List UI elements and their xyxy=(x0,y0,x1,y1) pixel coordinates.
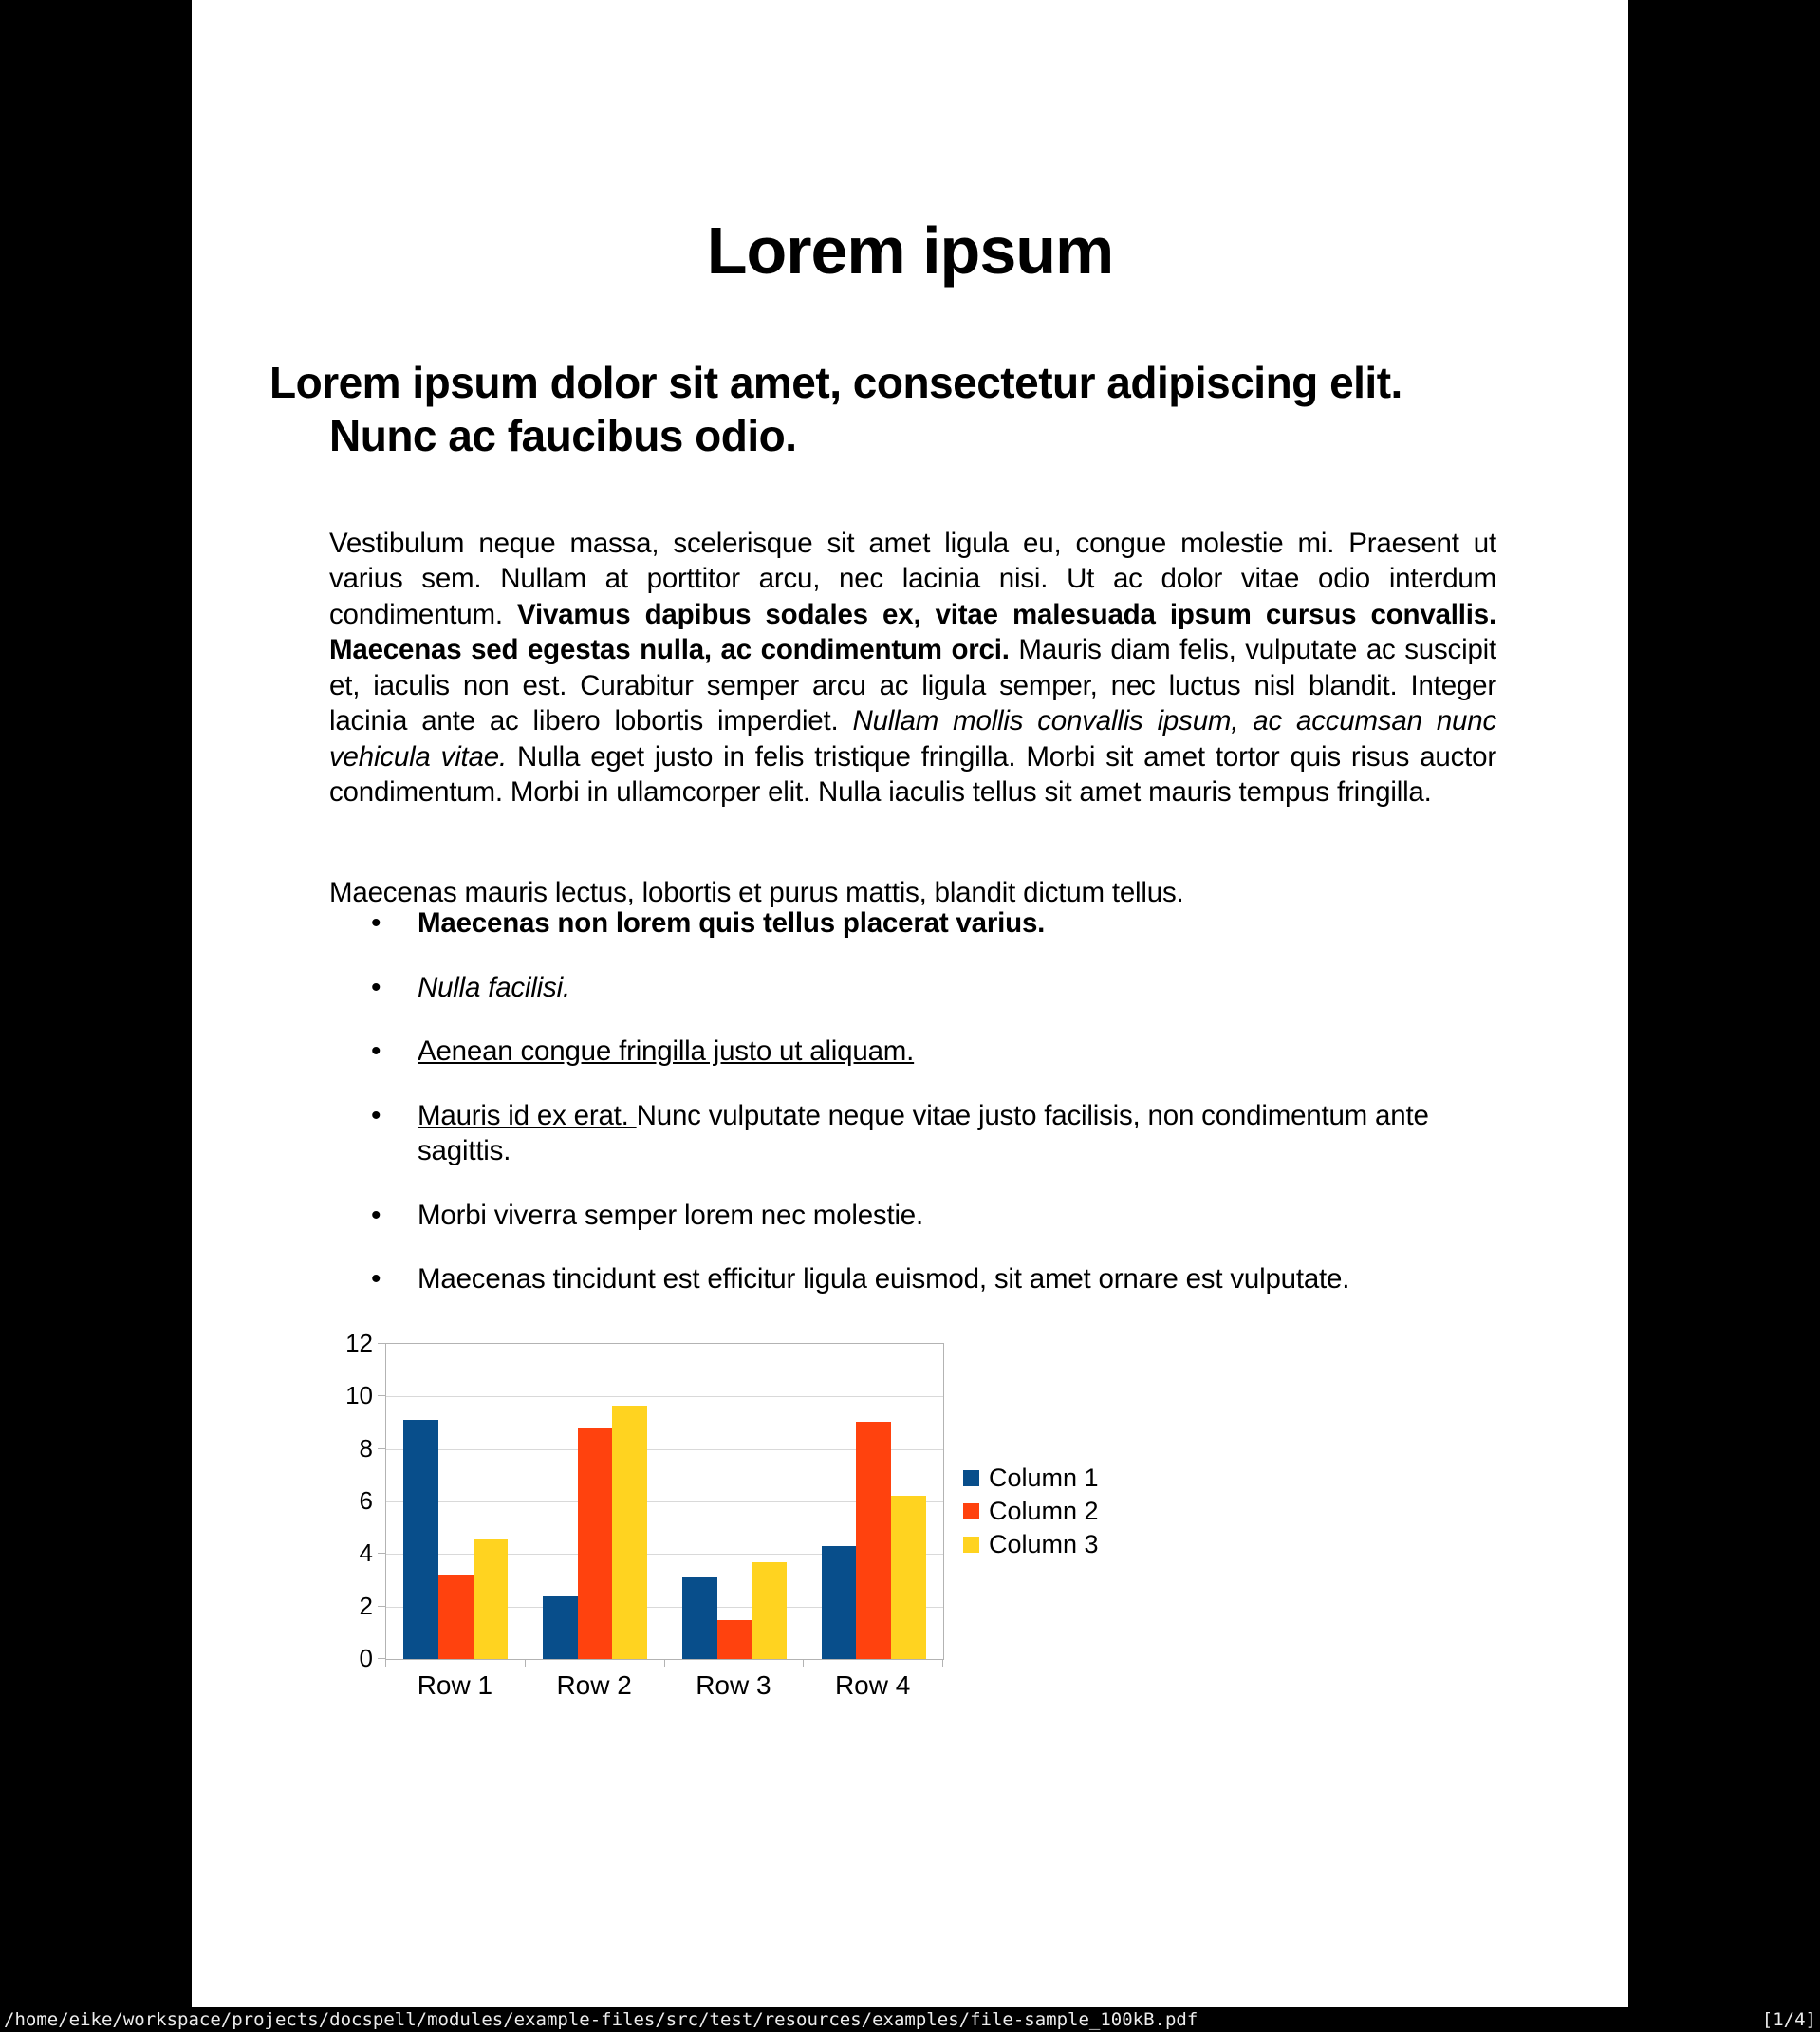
list-item-text: Maecenas tincidunt est efficitur ligula euismod, sit amet ornare est vulputate. xyxy=(418,1263,1350,1295)
x-tick-mark xyxy=(664,1659,665,1667)
chart-y-axis xyxy=(327,1329,373,1672)
chart-bar xyxy=(752,1562,787,1659)
legend-label: Column 3 xyxy=(989,1530,1099,1558)
bullet-icon: • xyxy=(371,1099,381,1131)
legend-label: Column 1 xyxy=(989,1463,1099,1492)
document-title: Lorem ipsum xyxy=(706,213,1114,288)
y-tick-label: 0 xyxy=(359,1644,373,1672)
legend-swatch-icon xyxy=(963,1503,979,1519)
pdf-page[interactable] xyxy=(192,0,1628,2007)
legend-entry xyxy=(963,1528,1099,1561)
list-item xyxy=(329,1098,1496,1169)
y-tick-label: 12 xyxy=(345,1329,373,1357)
x-tick-label: Row 4 xyxy=(834,1670,911,1700)
chart-bar xyxy=(474,1539,509,1659)
y-tick-mark xyxy=(378,1553,385,1554)
x-tick-mark xyxy=(525,1659,526,1667)
body-paragraph-1: Vestibulum neque massa, scelerisque sit amet ligula eu, congue molestie mi. Praesent ut varius sem. Nullam at porttitor arcu, nec lacinia nisi. Ut ac dolor vitae odio interdum condimentum. Vivamus dapibus sodales ex, vitae malesuada ipsum cursus convallis. Maecenas sed egestas nulla, ac condimentum orci. Mauris diam felis, vulputate ac suscipit et, iaculis non est. Curabitur semper arcu ac ligula semper, nec luctus nisl blandit. Integer lacinia ante ac libero lobortis imperdiet. Nullam mollis convallis ipsum, ac accumsan nunc vehicula vitae. Nulla eget justo in felis tristique fringilla. Morbi sit amet tortor quis risus auctor condimentum. Morbi in ullamcorper elit. Nulla iaculis tellus sit amet mauris tempus fringilla. xyxy=(329,527,1497,808)
y-tick-label: 4 xyxy=(359,1538,373,1568)
gridline xyxy=(386,1396,943,1397)
chart-legend xyxy=(963,1462,1099,1561)
list-item-text: Mauris id ex erat. Nunc vulputate neque vitae justo facilisis, non condimentum ante sagittis. xyxy=(418,1099,1429,1166)
bullet-icon: • xyxy=(371,971,381,1003)
x-tick-mark xyxy=(942,1659,943,1667)
list-item-text: Maecenas non lorem quis tellus placerat varius. xyxy=(418,907,1046,939)
chart-bar xyxy=(856,1422,891,1659)
x-tick-mark xyxy=(385,1659,386,1667)
y-tick-label: 8 xyxy=(359,1433,373,1463)
x-tick-label: Row 2 xyxy=(556,1670,632,1700)
chart-x-axis xyxy=(385,1672,942,1705)
x-tick-label: Row 1 xyxy=(417,1670,493,1700)
list-item xyxy=(329,1034,1496,1070)
bullet-icon: • xyxy=(371,1035,381,1067)
y-tick-mark xyxy=(378,1448,385,1449)
bullet-icon: • xyxy=(371,1199,381,1231)
bullet-icon: • xyxy=(371,1263,381,1295)
list-item xyxy=(329,905,1496,941)
list-item xyxy=(329,1198,1496,1234)
legend-entry xyxy=(963,1462,1099,1495)
list-item-text: Nulla facilisi. xyxy=(418,971,570,1003)
chart-bar xyxy=(578,1428,613,1659)
y-tick-label: 2 xyxy=(359,1591,373,1620)
bar-chart xyxy=(327,1329,1115,1708)
chart-bar xyxy=(438,1575,474,1659)
y-tick-mark xyxy=(378,1658,385,1659)
legend-swatch-icon xyxy=(963,1537,979,1553)
chart-bar xyxy=(403,1420,438,1659)
chart-bar xyxy=(822,1546,857,1659)
chart-plot-area xyxy=(385,1343,944,1660)
y-tick-mark xyxy=(378,1395,385,1396)
chart-bar xyxy=(891,1496,926,1659)
chart-bar xyxy=(543,1596,578,1659)
list-item-text: Aenean congue fringilla justo ut aliquam. xyxy=(418,1035,915,1067)
x-tick-mark xyxy=(803,1659,804,1667)
list-item-text: Morbi viverra semper lorem nec molestie. xyxy=(418,1199,923,1231)
bullet-list xyxy=(329,905,1496,1326)
statusbar-file-path: /home/eike/workspace/projects/docspell/modules/example-files/src/test/resources/examples/file-sample_100kB.pdf xyxy=(4,2009,1198,2030)
bullet-icon: • xyxy=(371,907,381,939)
chart-bar xyxy=(717,1620,752,1660)
list-item xyxy=(329,970,1496,1006)
y-tick-label: 10 xyxy=(345,1381,373,1410)
y-tick-label: 6 xyxy=(359,1486,373,1515)
chart-bar xyxy=(612,1406,647,1659)
body-paragraph-2: Maecenas mauris lectus, lobortis et purus mattis, blandit dictum tellus. xyxy=(329,876,1184,908)
legend-entry xyxy=(963,1495,1099,1528)
x-tick-label: Row 3 xyxy=(696,1670,771,1700)
document-heading: Lorem ipsum dolor sit amet, consectetur adipiscing elit. Nunc ac faucibus odio. xyxy=(269,358,1402,461)
chart-bar xyxy=(682,1577,717,1659)
statusbar xyxy=(0,2007,1820,2032)
legend-label: Column 2 xyxy=(989,1497,1099,1525)
y-tick-mark xyxy=(378,1343,385,1344)
legend-swatch-icon xyxy=(963,1470,979,1486)
list-item xyxy=(329,1261,1496,1297)
y-tick-mark xyxy=(378,1606,385,1607)
statusbar-page-indicator: [1/4] xyxy=(1761,2009,1816,2030)
